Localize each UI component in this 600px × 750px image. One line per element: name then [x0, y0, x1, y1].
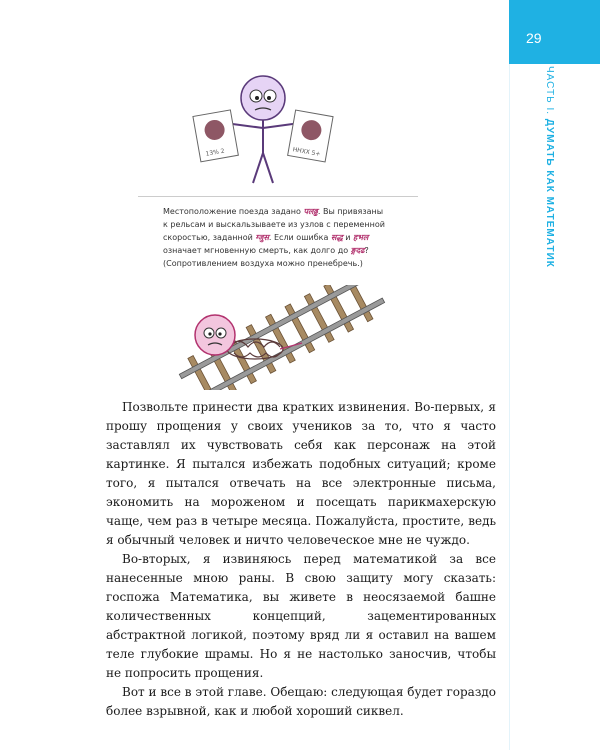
- paragraph-3: Вот и все в этой главе. Обещаю: следующая будет гораздо более взрывной, как и любой хороший сиквел.: [106, 685, 496, 718]
- caption-text-1: Местоположение поезда задано: [163, 207, 304, 216]
- running-head-part: ЧАСТЬ I.: [544, 66, 555, 116]
- paragraph-2: Во-вторых, я извиняюсь перед математикой за все нанесенные мною раны. В свою защиту могу сказать: госпожа Математика, вы живете в неосязаемой башне количественных концепций, зацементированных абстрактной логикой, поэтому вряд ли я оставил на вашем теле глубокие шрамы. Но я не настолько заносчив, чтобы не попросить прощения.: [106, 552, 496, 680]
- caption-divider: [138, 196, 418, 197]
- grade-card-left: [193, 110, 238, 162]
- running-head-title: ДУМАТЬ КАК МАТЕМАТИК: [544, 118, 555, 268]
- page-number: 29: [526, 30, 542, 46]
- caption-handwriting-3: सद्ध: [330, 233, 343, 242]
- stick-figure-with-grade-cards-illustration: [185, 68, 335, 188]
- caption-handwriting-5: ङ्गदढ: [350, 246, 365, 255]
- paragraph-1: Позвольте принести два кратких извинения. Во-первых, я прошу прощения у своих учеников за то, что я часто заставлял их чувствовать себя как персонаж на этой картинке. Я пытался избежать подобных ситуаций; кроме того, я пытался отвечать на все электронные письма, экономить на мороженом и посещать парикмахерскую чаще, чем раз в четыре месяца. Пожалуйста, простите, ведь я обычный человек и ничто человеческое мне не чуждо.: [106, 400, 496, 547]
- grade-card-right-label: ННХХ 5+: [292, 146, 321, 158]
- grade-card-left-label: 13% 2: [205, 147, 226, 158]
- caption-text-2: . Вы привязаны к рельсам и выскальзываете из узлов с переменной скоростью, заданной: [163, 207, 385, 242]
- caption-text-3: . Если ошибка: [268, 233, 331, 242]
- caption-text-4: и: [342, 233, 354, 242]
- illustration-caption: [163, 205, 388, 270]
- caption-handwriting-2: ग्जुस: [255, 233, 269, 242]
- figure-tied-to-railroad-illustration: [170, 285, 390, 390]
- running-head: [544, 66, 555, 268]
- figure-head: [241, 76, 285, 120]
- body-text: [106, 398, 496, 721]
- figure-eye-left: [250, 90, 262, 102]
- caption-text-5: означает мгновенную смерть, как долго до: [163, 246, 351, 255]
- caption-text-6: ? (Сопротивлением воздуха можно пренебречь.): [163, 246, 369, 268]
- figure-eye-right: [264, 90, 276, 102]
- caption-handwriting-4: हभल: [353, 233, 369, 242]
- grade-card-right: [288, 110, 333, 162]
- tied-figure-head: [195, 315, 235, 355]
- caption-handwriting-1: पलढ्ढ: [303, 207, 318, 216]
